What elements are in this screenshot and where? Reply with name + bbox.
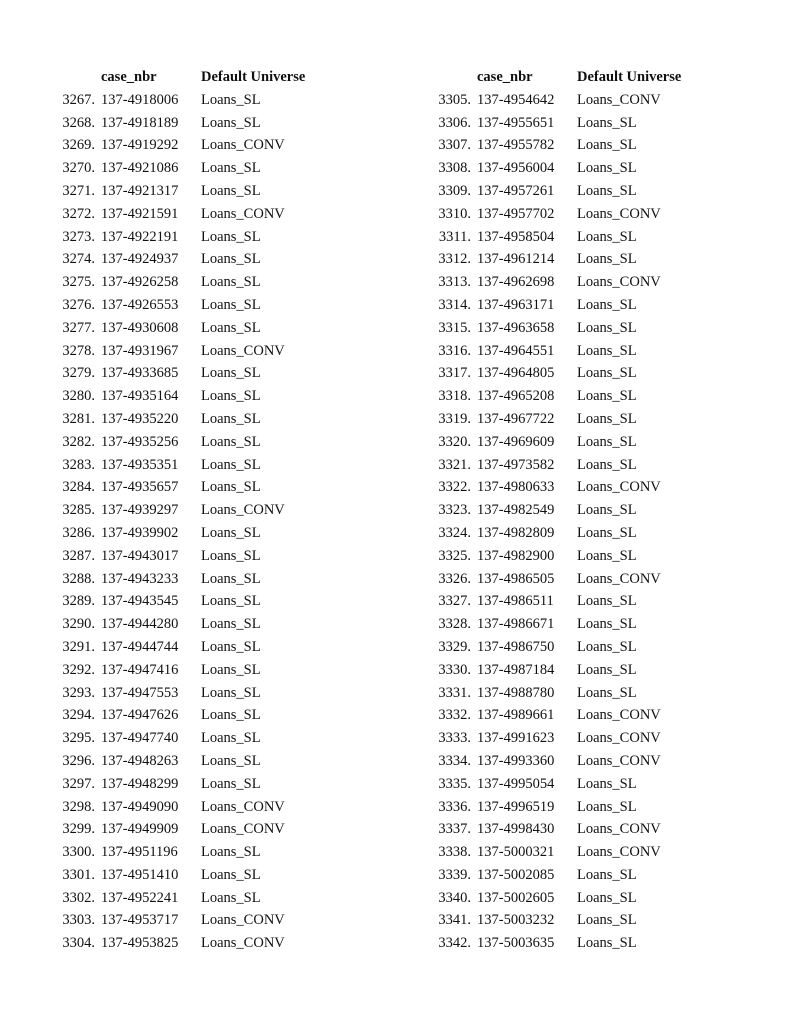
default-universe: Loans_CONV [201,821,285,838]
case-number: 137-4982900 [477,547,555,564]
case-number: 137-4947740 [101,730,179,747]
case-number: 137-4961214 [477,251,555,268]
row-index: 3319. [438,410,471,427]
row-index: 3324. [438,524,471,541]
case-number: 137-4955782 [477,137,555,154]
default-universe: Loans_CONV [577,730,661,747]
case-number: 137-4949090 [101,798,179,815]
case-number: 137-4956004 [477,160,555,177]
row-index: 3302. [62,889,95,906]
default-universe: Loans_SL [201,752,261,769]
default-universe: Loans_SL [201,91,261,108]
case-number: 137-4986505 [477,570,555,587]
case-number: 137-5003232 [477,912,555,929]
case-number: 137-4949909 [101,821,179,838]
row-index: 3278. [62,342,95,359]
case-number: 137-4935351 [101,456,179,473]
case-number: 137-4953717 [101,912,179,929]
default-universe: Loans_SL [201,160,261,177]
row-index: 3338. [438,844,471,861]
default-universe: Loans_SL [577,137,637,154]
row-index: 3283. [62,456,95,473]
default-universe: Loans_CONV [577,274,661,291]
row-index: 3340. [438,889,471,906]
default-universe: Loans_SL [201,274,261,291]
row-index: 3292. [62,661,95,678]
default-universe: Loans_SL [201,866,261,883]
default-universe: Loans_SL [201,730,261,747]
case-number: 137-4924937 [101,251,179,268]
row-index: 3316. [438,342,471,359]
case-number: 137-4947416 [101,661,179,678]
default-universe: Loans_SL [577,661,637,678]
default-universe: Loans_CONV [201,137,285,154]
case-number: 137-4935256 [101,433,179,450]
row-index: 3284. [62,479,95,496]
default-universe: Loans_SL [577,160,637,177]
case-number: 137-4986511 [477,593,554,610]
default-universe: Loans_SL [201,616,261,633]
default-universe: Loans_SL [201,524,261,541]
row-index: 3326. [438,570,471,587]
row-index: 3317. [438,365,471,382]
default-universe: Loans_CONV [201,342,285,359]
case-number: 137-4962698 [477,274,555,291]
case-number: 137-4963171 [477,296,555,313]
case-number: 137-4944744 [101,638,179,655]
default-universe: Loans_SL [201,114,261,131]
default-universe: Loans_SL [577,935,637,952]
default-universe: Loans_SL [577,319,637,336]
row-index: 3327. [438,593,471,610]
case-number: 137-4943233 [101,570,179,587]
row-index: 3285. [62,502,95,519]
case-number: 137-4996519 [477,798,555,815]
default-universe: Loans_SL [577,342,637,359]
default-universe: Loans_CONV [201,205,285,222]
row-index: 3311. [438,228,471,245]
case-number: 137-4918189 [101,114,179,131]
case-number: 137-4986671 [477,616,555,633]
case-number: 137-4952241 [101,889,179,906]
default-universe: Loans_CONV [577,752,661,769]
case-number: 137-4935164 [101,388,179,405]
case-number: 137-4919292 [101,137,179,154]
case-number: 137-4935657 [101,479,179,496]
case-number: 137-4965208 [477,388,555,405]
case-number: 137-4964551 [477,342,555,359]
case-number: 137-4935220 [101,410,179,427]
row-index: 3273. [62,228,95,245]
row-index: 3309. [438,182,471,199]
default-universe: Loans_SL [577,889,637,906]
row-index: 3337. [438,821,471,838]
row-index: 3282. [62,433,95,450]
default-universe: Loans_SL [577,388,637,405]
default-universe: Loans_SL [577,502,637,519]
default-universe: Loans_SL [201,684,261,701]
case-number: 137-4951410 [101,866,179,883]
case-number: 137-4973582 [477,456,555,473]
row-index: 3305. [438,91,471,108]
default-universe: Loans_CONV [201,798,285,815]
row-index: 3312. [438,251,471,268]
case-number: 137-4953825 [101,935,179,952]
row-index: 3328. [438,616,471,633]
row-index: 3280. [62,388,95,405]
row-index: 3270. [62,160,95,177]
row-index: 3274. [62,251,95,268]
case-number: 137-4948299 [101,775,179,792]
row-index: 3276. [62,296,95,313]
case-number: 137-4986750 [477,638,555,655]
row-index: 3306. [438,114,471,131]
default-universe: Loans_CONV [577,844,661,861]
case-number: 137-4993360 [477,752,555,769]
row-index: 3314. [438,296,471,313]
default-universe: Loans_SL [201,296,261,313]
default-universe: Loans_SL [577,866,637,883]
row-index: 3322. [438,479,471,496]
case-number: 137-5002605 [477,889,555,906]
default-universe: Loans_SL [577,593,637,610]
case-number: 137-4964805 [477,365,555,382]
universe-header: Default Universe [201,69,306,85]
default-universe: Loans_SL [577,296,637,313]
case-number: 137-4969609 [477,433,555,450]
default-universe: Loans_SL [577,114,637,131]
row-index: 3289. [62,593,95,610]
row-index: 3281. [62,410,95,427]
default-universe: Loans_SL [201,365,261,382]
row-index: 3297. [62,775,95,792]
case-number: 137-4921591 [101,205,179,222]
row-index: 3288. [62,570,95,587]
default-universe: Loans_SL [577,433,637,450]
default-universe: Loans_SL [201,593,261,610]
default-universe: Loans_SL [201,251,261,268]
default-universe: Loans_SL [201,844,261,861]
case-number: 137-4957261 [477,182,555,199]
case-number: 137-4947626 [101,707,179,724]
row-index: 3334. [438,752,471,769]
default-universe: Loans_SL [577,182,637,199]
case-number: 137-4955651 [477,114,555,131]
row-index: 3272. [62,205,95,222]
default-universe: Loans_SL [577,684,637,701]
case-number: 137-4947553 [101,684,179,701]
case-number: 137-4987184 [477,661,555,678]
case-number: 137-5002085 [477,866,555,883]
default-universe: Loans_SL [201,479,261,496]
default-universe: Loans_SL [577,775,637,792]
case-number: 137-4991623 [477,730,555,747]
default-universe: Loans_SL [201,182,261,199]
case-number: 137-4943545 [101,593,179,610]
row-index: 3269. [62,137,95,154]
case-number: 137-4951196 [101,844,178,861]
default-universe: Loans_SL [201,547,261,564]
default-universe: Loans_CONV [201,912,285,929]
case-number: 137-4995054 [477,775,555,792]
case-nbr-header: case_nbr [101,69,157,85]
case-number: 137-4922191 [101,228,179,245]
case-number: 137-4948263 [101,752,179,769]
default-universe: Loans_SL [577,547,637,564]
default-universe: Loans_CONV [577,707,661,724]
default-universe: Loans_SL [577,251,637,268]
case-number: 137-4967722 [477,410,555,427]
row-index: 3299. [62,821,95,838]
case-number: 137-4958504 [477,228,555,245]
case-number: 137-4921317 [101,182,179,199]
case-number: 137-4963658 [477,319,555,336]
row-index: 3279. [62,365,95,382]
default-universe: Loans_SL [201,433,261,450]
row-index: 3325. [438,547,471,564]
case-number: 137-4982809 [477,524,555,541]
default-universe: Loans_SL [201,638,261,655]
case-number: 137-4989661 [477,707,555,724]
row-index: 3275. [62,274,95,291]
default-universe: Loans_SL [201,707,261,724]
case-number: 137-4918006 [101,91,179,108]
default-universe: Loans_SL [201,661,261,678]
case-number: 137-5000321 [477,844,555,861]
case-nbr-header: case_nbr [477,69,533,85]
default-universe: Loans_SL [201,388,261,405]
row-index: 3301. [62,866,95,883]
row-index: 3330. [438,661,471,678]
default-universe: Loans_SL [577,798,637,815]
default-universe: Loans_SL [201,570,261,587]
row-index: 3277. [62,319,95,336]
row-index: 3308. [438,160,471,177]
row-index: 3268. [62,114,95,131]
default-universe: Loans_CONV [577,91,661,108]
row-index: 3290. [62,616,95,633]
row-index: 3295. [62,730,95,747]
default-universe: Loans_SL [577,616,637,633]
row-index: 3286. [62,524,95,541]
case-number: 137-5003635 [477,935,555,952]
default-universe: Loans_SL [577,365,637,382]
default-universe: Loans_CONV [577,570,661,587]
row-index: 3318. [438,388,471,405]
row-index: 3323. [438,502,471,519]
case-number: 137-4998430 [477,821,555,838]
row-index: 3332. [438,707,471,724]
case-number: 137-4933685 [101,365,179,382]
row-index: 3333. [438,730,471,747]
row-index: 3342. [438,935,471,952]
case-number: 137-4939902 [101,524,179,541]
case-number: 137-4988780 [477,684,555,701]
row-index: 3287. [62,547,95,564]
default-universe: Loans_CONV [201,502,285,519]
default-universe: Loans_SL [577,410,637,427]
row-index: 3336. [438,798,471,815]
default-universe: Loans_CONV [577,821,661,838]
row-index: 3296. [62,752,95,769]
default-universe: Loans_SL [577,228,637,245]
row-index: 3335. [438,775,471,792]
row-index: 3298. [62,798,95,815]
row-index: 3304. [62,935,95,952]
case-number: 137-4982549 [477,502,555,519]
default-universe: Loans_SL [577,638,637,655]
case-number: 137-4926553 [101,296,179,313]
case-number: 137-4931967 [101,342,179,359]
default-universe: Loans_SL [201,456,261,473]
row-index: 3313. [438,274,471,291]
default-universe: Loans_CONV [577,479,661,496]
row-index: 3321. [438,456,471,473]
case-number: 137-4939297 [101,502,179,519]
case-number: 137-4954642 [477,91,555,108]
case-number: 137-4944280 [101,616,179,633]
case-number: 137-4926258 [101,274,179,291]
row-index: 3331. [438,684,471,701]
row-index: 3320. [438,433,471,450]
case-number: 137-4930608 [101,319,179,336]
default-universe: Loans_SL [201,775,261,792]
row-index: 3294. [62,707,95,724]
row-index: 3267. [62,91,95,108]
case-number: 137-4980633 [477,479,555,496]
row-index: 3293. [62,684,95,701]
row-index: 3339. [438,866,471,883]
row-index: 3315. [438,319,471,336]
row-index: 3300. [62,844,95,861]
row-index: 3341. [438,912,471,929]
default-universe: Loans_CONV [577,205,661,222]
default-universe: Loans_CONV [201,935,285,952]
default-universe: Loans_SL [201,228,261,245]
row-index: 3291. [62,638,95,655]
case-number: 137-4957702 [477,205,555,222]
case-number: 137-4943017 [101,547,179,564]
default-universe: Loans_SL [577,456,637,473]
row-index: 3329. [438,638,471,655]
default-universe: Loans_SL [577,524,637,541]
row-index: 3303. [62,912,95,929]
row-index: 3307. [438,137,471,154]
default-universe: Loans_SL [201,319,261,336]
default-universe: Loans_SL [201,410,261,427]
default-universe: Loans_SL [201,889,261,906]
default-universe: Loans_SL [577,912,637,929]
case-number: 137-4921086 [101,160,179,177]
row-index: 3271. [62,182,95,199]
universe-header: Default Universe [577,69,682,85]
row-index: 3310. [438,205,471,222]
